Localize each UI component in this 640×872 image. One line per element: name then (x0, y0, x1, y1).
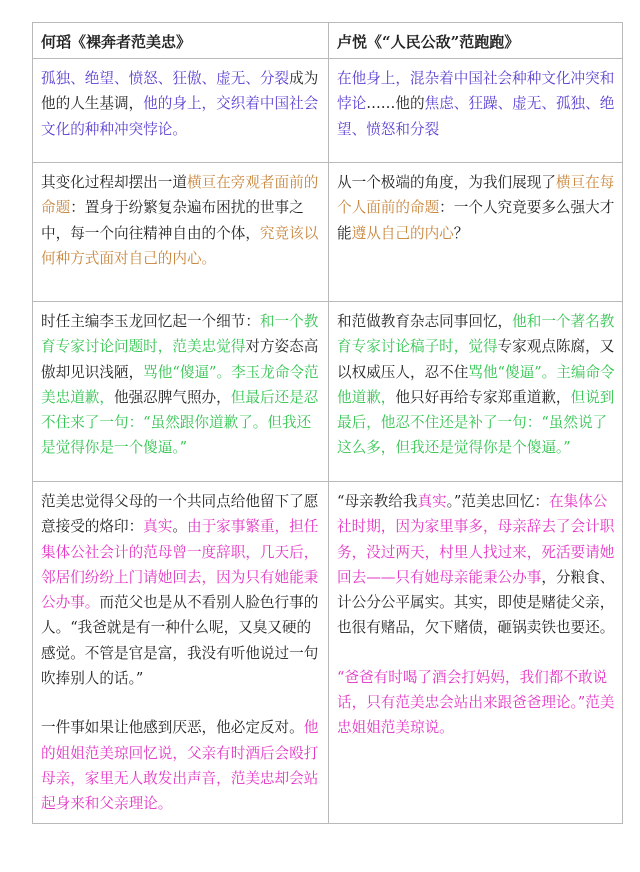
text-segment: ，分粮食、计公分公平属实。其实，即使是赌徒父亲，也很有赌品，欠下赌债，砸锅卖铁也要还。 (337, 568, 615, 637)
text-segment: ……他的 (366, 95, 425, 113)
cell-paragraph (337, 489, 615, 641)
text-segment: 成为他的人生基调， (41, 70, 319, 113)
text-segment: 其变化过程却摆出一道 (41, 174, 187, 191)
text-segment: 一件事如果让他感到厌恶，他必定反对。 (41, 719, 304, 737)
text-segment: 。 (172, 518, 187, 536)
cell-paragraph (337, 309, 615, 461)
text-segment: ：置身于纷繁复杂遍布困扰的世事之中，每一个向往精神自由的个体， (41, 199, 304, 242)
cell-paragraph (41, 66, 321, 142)
cell-paragraph (337, 665, 615, 741)
text-segment: 真实 (417, 493, 447, 510)
text-segment: 范美忠觉得父母的一个共同点给他留下了愿意接受的烙印： (41, 493, 319, 536)
text-segment: 和一个教育专家讨论问题时，范美忠觉得 (41, 313, 319, 356)
cell-left (33, 482, 329, 824)
text-segment: 究竟该以何种方式面对自己的内心。 (41, 224, 319, 267)
text-segment: 孤独、绝望、愤怒、狂傲、虚无、分裂 (41, 70, 290, 87)
cell-right (329, 163, 623, 302)
text-segment: 专家观点陈腐，又以权威压人，忍不住 (337, 338, 615, 381)
text-segment: 真实 (143, 518, 173, 536)
cell-left (33, 302, 329, 482)
paragraph-gap (41, 691, 321, 715)
table-row (33, 59, 623, 163)
text-segment: 由于家事繁重，担任集体公社会计的范母曾一度辞职，几天后，邻居们纷纷上门请她回去，因为只有她能秉公办事。 (41, 518, 319, 612)
text-segment: ：一个人究竟要多么强大才能 (337, 199, 615, 242)
cell-left (33, 163, 329, 302)
text-segment: 骂他“傻逼”。主编命令他道歉， (337, 363, 615, 406)
table-row (33, 482, 623, 824)
cell-paragraph (337, 170, 615, 246)
cell-right (329, 482, 623, 824)
cell-right (329, 302, 623, 482)
text-segment: 他和一个著名教育专家讨论稿子时，觉得 (337, 313, 615, 356)
header-right: 卢悦《“人民公敌”范跑跑》 (329, 23, 623, 59)
text-segment: “母亲教给我 (337, 493, 418, 510)
cell-right (329, 59, 623, 163)
cell-left (33, 59, 329, 163)
text-segment: 而范父也是从不看别人脸色行事的人。“我爸就是有一种什么呢，又臭又硬的感觉。不管是官是富，我没有听他说过一句吹捧别人的话。” (41, 594, 319, 688)
text-segment: 横亘在每个人面前的命题 (337, 174, 615, 217)
text-segment: 从一个极端的角度，为我们展现了 (337, 174, 556, 191)
text-segment: 骂他“傻逼”。李玉龙命令范美忠道歉， (41, 363, 319, 406)
text-segment: 在他身上，混杂着中国社会种种文化冲突和悖论 (337, 70, 615, 113)
header-left: 何瑫《裸奔者范美忠》 (33, 23, 329, 59)
header-row (33, 23, 623, 59)
cell-paragraph (41, 489, 321, 691)
paragraph-gap (337, 641, 615, 665)
cell-paragraph (41, 170, 321, 271)
text-segment: 他的身上，交织着中国社会文化的种种冲突悖论。 (41, 95, 319, 138)
text-segment: 在集体公社时期，因为家里事多，母亲辞去了会计职务，没过两天，村里人找过来，死活要请她回去——只有她母亲能秉公办事 (337, 493, 615, 586)
text-segment: 但说到最后，他忍不住还是补了一句：“虽然说了这么多，但我还是觉得你是个傻逼。” (337, 388, 615, 457)
cell-paragraph (41, 715, 321, 816)
text-segment: “爸爸有时喝了酒会打妈妈，我们都不敢说话，只有范美忠会站出来跟爸爸理论。”范美忠姐姐范美琼说。 (337, 668, 615, 737)
table-row (33, 163, 623, 302)
text-segment: 时任主编李玉龙回忆起一个细节： (41, 313, 260, 330)
text-segment: 焦虑、狂躁、虚无、孤独、绝望、愤怒和分裂 (337, 95, 615, 138)
table-row (33, 302, 623, 482)
text-segment: 对方姿态高傲却见识浅陋， (41, 338, 319, 381)
comparison-table (32, 22, 623, 824)
text-segment: 但最后还是忍不住来了一句：“虽然跟你道歉了。但我还是觉得你是一个傻逼。” (41, 388, 319, 457)
text-segment: 。”范美忠回忆： (446, 493, 549, 510)
text-segment: 他只好再给专家郑重道歉， (395, 388, 571, 406)
text-segment: 横亘在旁观者面前的命题 (41, 174, 319, 217)
cell-paragraph (337, 66, 615, 142)
text-segment: 他的姐姐范美琼回忆说，父亲有时酒后会殴打母亲，家里无人敢发出声音，范美忠却会站起身来和父亲理论。 (41, 719, 319, 813)
text-segment: ？ (453, 224, 469, 242)
cell-paragraph (41, 309, 321, 461)
text-segment: 遵从自己的内心 (351, 224, 454, 242)
text-segment: 和范做教育杂志同事回忆， (337, 313, 513, 330)
text-segment: 他强忍脾气照办， (113, 388, 231, 406)
